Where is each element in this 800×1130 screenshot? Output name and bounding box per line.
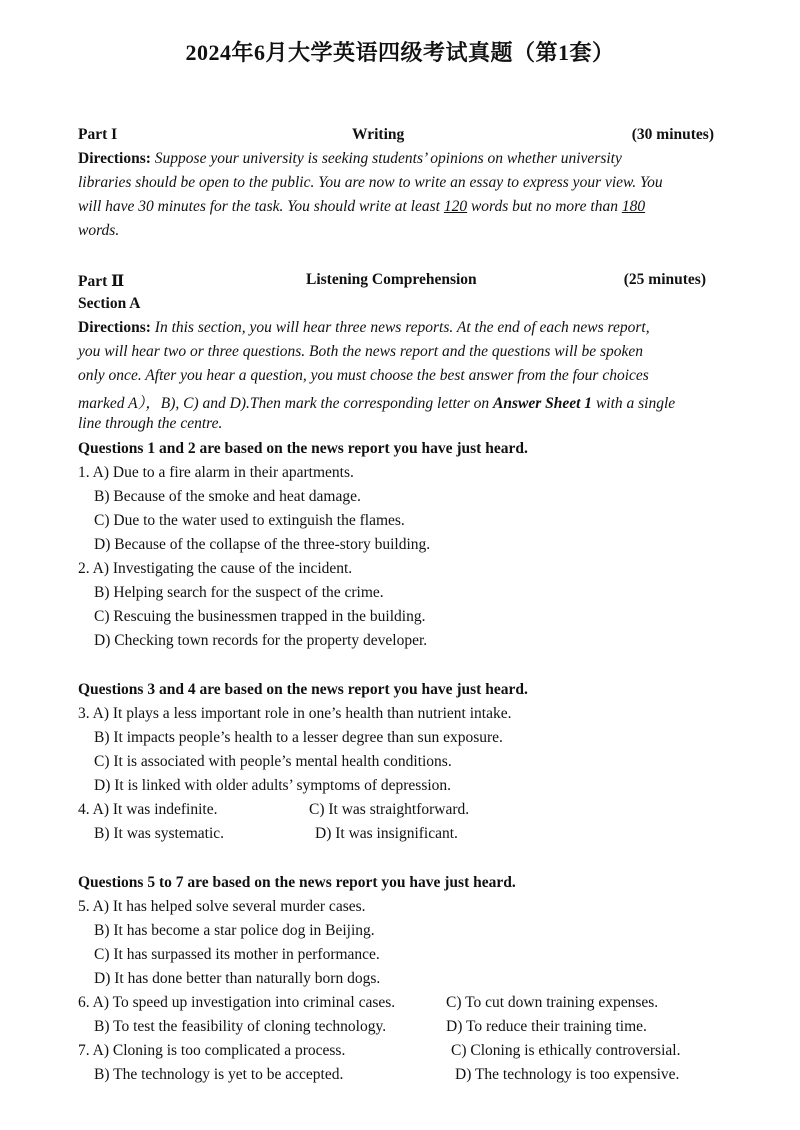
- answer-option: B) It impacts people’s health to a lesser degree than sun exposure.: [94, 729, 503, 746]
- question-group-heading: Questions 1 and 2 are based on the news report you have just heard.: [78, 440, 528, 457]
- part1-directions-line: words.: [78, 222, 120, 239]
- part1-header: [78, 126, 714, 148]
- part1-name: Writing: [352, 126, 405, 143]
- answer-option: C) Cloning is ethically controversial.: [451, 1042, 681, 1059]
- question-group-heading: Questions 5 to 7 are based on the news report you have just heard.: [78, 874, 516, 891]
- part1-directions-line: Directions: Suppose your university is seeking students’ opinions on whether university: [78, 150, 622, 167]
- part2-directions-line: marked A），B), C) and D).Then mark the corresponding letter on Answer Sheet 1 with a single: [78, 395, 676, 412]
- answer-option: C) To cut down training expenses.: [446, 994, 659, 1011]
- answer-option: C) It has surpassed its mother in performance.: [94, 946, 380, 963]
- answer-option: 7. A) Cloning is too complicated a process.: [78, 1042, 346, 1059]
- answer-option: D) Because of the collapse of the three-story building.: [94, 536, 431, 553]
- part2-directions-line: you will hear two or three questions. Both the news report and the questions will be spoken: [78, 343, 643, 360]
- answer-option: C) It was straightforward.: [309, 801, 470, 818]
- answer-option: B) It was systematic.: [94, 825, 225, 842]
- part2-name: Listening Comprehension: [306, 271, 477, 288]
- answer-option: D) The technology is too expensive.: [455, 1066, 680, 1083]
- answer-option: D) Checking town records for the property developer.: [94, 632, 428, 649]
- part1-label: Part I: [78, 126, 118, 143]
- answer-option: B) The technology is yet to be accepted.: [94, 1066, 344, 1083]
- part2-directions-line: line through the centre.: [78, 415, 223, 432]
- part2-time: (25 minutes): [623, 271, 706, 288]
- part2-header: [78, 271, 714, 293]
- answer-option: 6. A) To speed up investigation into criminal cases.: [78, 994, 396, 1011]
- answer-option: 4. A) It was indefinite.: [78, 801, 218, 818]
- answer-option: 2. A) Investigating the cause of the incident.: [78, 560, 353, 577]
- answer-option: B) It has become a star police dog in Beijing.: [94, 922, 375, 939]
- part2-directions-line: only once. After you hear a question, you must choose the best answer from the four choices: [78, 367, 649, 384]
- part1-time: (30 minutes): [631, 126, 714, 143]
- section-a-heading: Section A: [78, 295, 141, 312]
- page-title: 2024年6月大学英语四级考试真题（第1套）: [185, 40, 615, 65]
- answer-option: B) To test the feasibility of cloning technology.: [94, 1018, 387, 1035]
- answer-option: 3. A) It plays a less important role in one’s health than nutrient intake.: [78, 705, 512, 722]
- answer-option: D) To reduce their training time.: [446, 1018, 647, 1035]
- answer-option: C) Due to the water used to extinguish the flames.: [94, 512, 405, 529]
- answer-option: 1. A) Due to a fire alarm in their apartments.: [78, 464, 354, 481]
- answer-option: D) It has done better than naturally born dogs.: [94, 970, 381, 987]
- answer-option: C) It is associated with people’s mental health conditions.: [94, 753, 452, 770]
- part1-directions-line: libraries should be open to the public. You are now to write an essay to express your view. You: [78, 174, 663, 191]
- part2-directions-line: Directions: In this section, you will hear three news reports. At the end of each news report,: [78, 319, 650, 336]
- question-group-heading: Questions 3 and 4 are based on the news report you have just heard.: [78, 681, 528, 698]
- answer-option: 5. A) It has helped solve several murder cases.: [78, 898, 366, 915]
- answer-option: C) Rescuing the businessmen trapped in the building.: [94, 608, 426, 625]
- part2-label: Part Ⅱ: [78, 273, 125, 290]
- answer-option: B) Because of the smoke and heat damage.: [94, 488, 361, 505]
- answer-option: D) It was insignificant.: [315, 825, 458, 842]
- answer-option: D) It is linked with older adults’ symptoms of depression.: [94, 777, 452, 794]
- answer-option: B) Helping search for the suspect of the crime.: [94, 584, 384, 601]
- part1-directions-line: will have 30 minutes for the task. You should write at least 120 words but no more than 180: [78, 198, 646, 215]
